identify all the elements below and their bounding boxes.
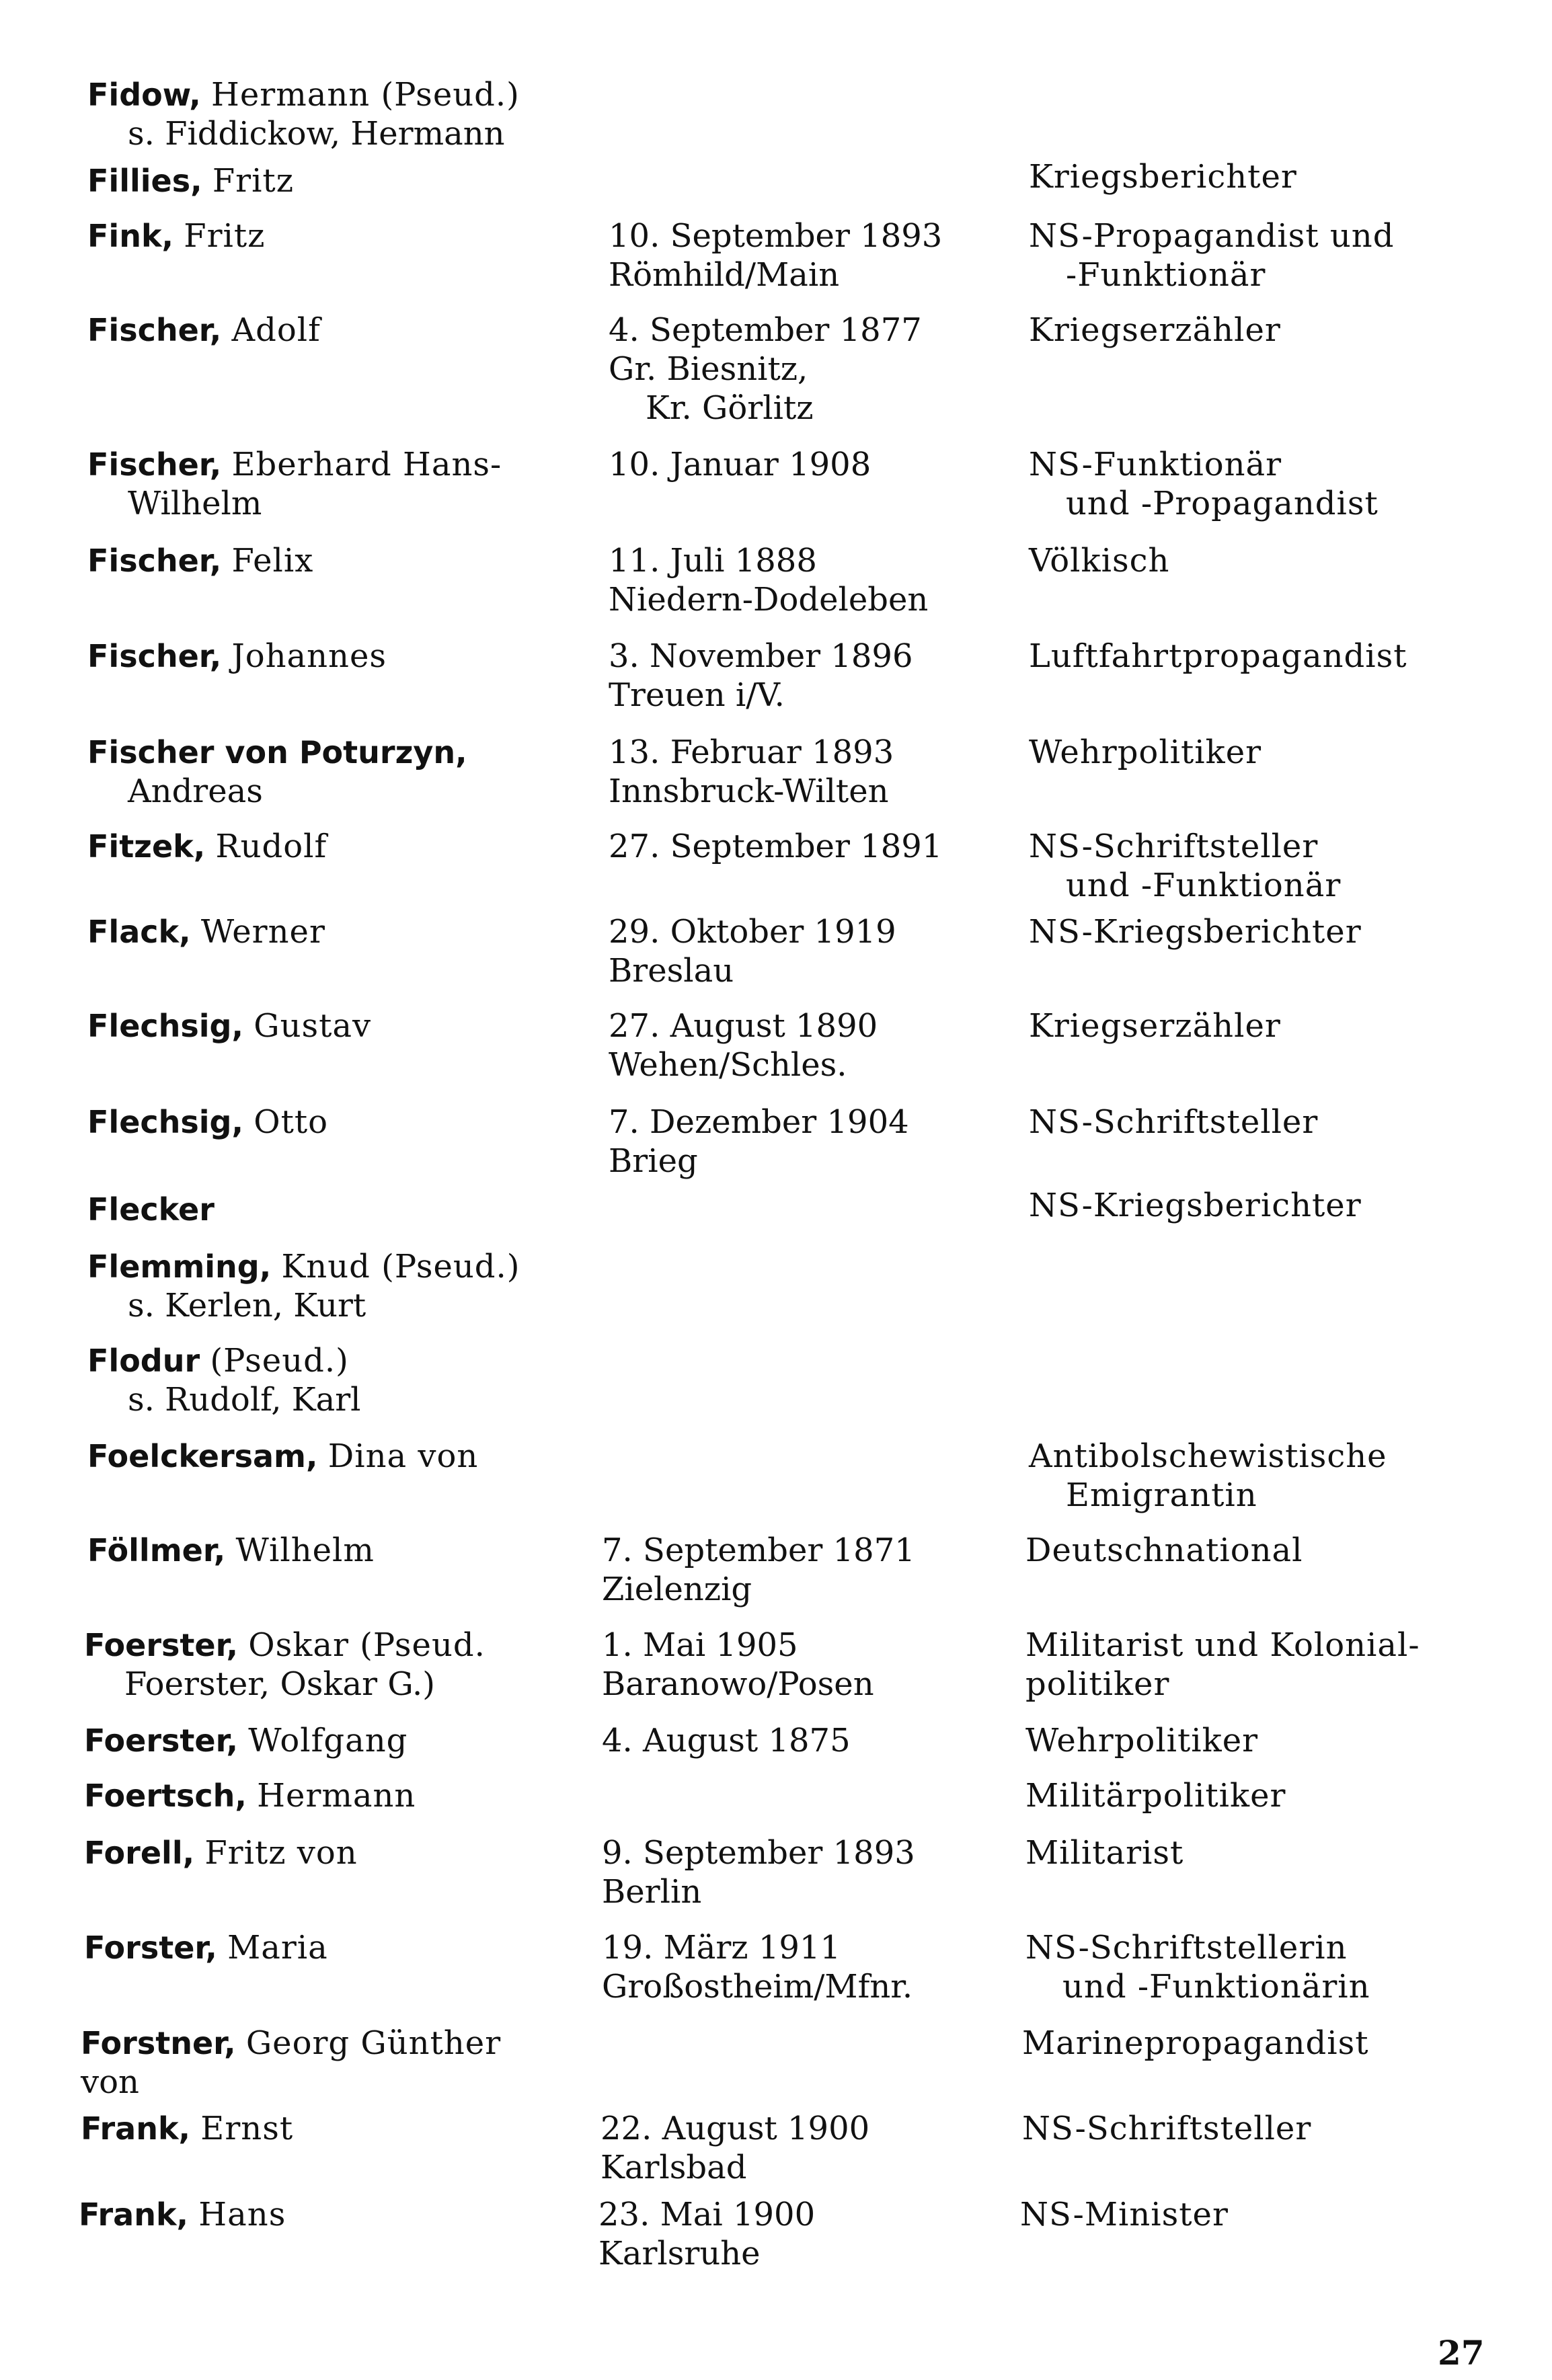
entry-surname: Fischer, — [87, 543, 222, 579]
entry-role — [1022, 2024, 1533, 2063]
entry-given-name: Wilhelm — [235, 1532, 375, 1569]
entry-surname: Fischer, — [87, 446, 222, 483]
entry-surname: Forstner, — [81, 2025, 236, 2061]
entry-birth — [602, 1721, 1005, 1760]
entry-birth — [600, 2109, 1004, 2187]
entry-name — [87, 733, 598, 811]
entry-role-text: Luftfahrtpropagandist — [1029, 637, 1407, 675]
entry-surname: Föllmer, — [87, 1532, 226, 1569]
entry-birth-place: Niedern-Dodeleben — [609, 581, 929, 619]
entry-role-continuation: -Funktionär — [1066, 256, 1266, 294]
entry-given-name: Fritz von — [204, 1834, 358, 1872]
entry-birth-date: 7. Dezember 1904 — [609, 1103, 909, 1141]
entry-birth-place: Wehen/Schles. — [609, 1046, 847, 1084]
entry-role-continuation: und -Propagandist — [1066, 485, 1379, 522]
entry-birth-place: Berlin — [602, 1873, 702, 1911]
entry-name — [87, 161, 598, 200]
entry-role — [1029, 912, 1540, 951]
entry-surname: Foertsch, — [84, 1778, 247, 1814]
entry-role-text: NS-Schriftsteller — [1029, 828, 1319, 865]
entry-role-text: NS-Funktionär — [1029, 446, 1282, 483]
entry-name — [87, 75, 598, 153]
entry-birth-place: Innsbruck-Wilten — [609, 772, 889, 810]
entry-name — [79, 2195, 590, 2234]
entry-name-continuation: Andreas — [128, 772, 263, 810]
entry-birth-place: Brieg — [609, 1142, 698, 1180]
entry-role-text: Völkisch — [1029, 542, 1170, 580]
entry-name — [81, 2024, 592, 2102]
entry-given-name: Ernst — [200, 2110, 294, 2147]
entry-birth-date: 10. September 1893 — [609, 217, 943, 255]
entry-name — [81, 2109, 592, 2148]
entry-name — [87, 637, 598, 676]
entry-given-name: Hans — [198, 2196, 286, 2233]
entry-birth-date: 4. September 1877 — [609, 311, 922, 349]
entry-role — [1025, 1626, 1537, 1704]
entry-surname: Fillies, — [87, 163, 202, 199]
entry-name — [87, 1103, 598, 1142]
entry-name — [87, 445, 598, 523]
entry-role-text: Antibolschewistische — [1029, 1437, 1387, 1475]
entry-birth — [609, 216, 1012, 294]
entry-name — [87, 1006, 598, 1045]
entry-birth-place-continuation: Kr. Görlitz — [646, 389, 814, 427]
entry-birth — [602, 1833, 1005, 1911]
entry-given-name: Georg Günther — [245, 2024, 502, 2062]
entry-name-continuation: von — [81, 2063, 139, 2101]
entry-role-text: NS-Propagandist und — [1029, 217, 1395, 255]
entry-role — [1029, 1186, 1540, 1225]
entry-role-continuation: und -Funktionärin — [1062, 1968, 1370, 2006]
entry-surname: Flemming, — [87, 1248, 272, 1285]
entry-birth-place: Breslau — [609, 952, 734, 990]
entry-role-text: NS-Kriegsberichter — [1029, 913, 1362, 951]
entry-given-name: Otto — [254, 1103, 329, 1141]
entry-surname: Fink, — [87, 218, 174, 254]
entry-surname: Flechsig, — [87, 1104, 243, 1140]
entry-name — [84, 1626, 595, 1704]
entry-given-name: (Pseud.) — [210, 1342, 349, 1380]
entry-birth-date: 9. September 1893 — [602, 1834, 915, 1872]
entry-given-name: Maria — [227, 1929, 328, 1967]
entry-role — [1029, 157, 1540, 196]
entry-role — [1029, 637, 1540, 676]
entry-given-name: Gustav — [254, 1007, 372, 1045]
entry-birth-date: 7. September 1871 — [602, 1532, 915, 1569]
entry-surname: Flecker — [87, 1191, 215, 1228]
entry-surname: Flodur — [87, 1343, 200, 1379]
entry-birth-date: 22. August 1900 — [600, 2110, 870, 2147]
entry-role — [1025, 1531, 1537, 1570]
entry-role-text: NS-Schriftstellerin — [1025, 1929, 1348, 1967]
entry-surname: Frank, — [81, 2110, 191, 2147]
entry-surname: Fitzek, — [87, 828, 206, 865]
entry-role-text: Wehrpolitiker — [1029, 733, 1262, 771]
entry-role — [1029, 311, 1540, 350]
entry-given-name: Dina von — [327, 1437, 479, 1475]
entry-role — [1029, 216, 1540, 294]
entry-birth-place: Gr. Biesnitz, — [609, 350, 808, 388]
entry-role-text: NS-Kriegsberichter — [1029, 1187, 1362, 1224]
entry-given-name: Wolfgang — [248, 1722, 408, 1759]
entry-given-name: Knud (Pseud.) — [281, 1248, 520, 1285]
entry-birth-place: Karlsbad — [600, 2149, 747, 2186]
entry-role — [1020, 2195, 1531, 2234]
entry-role — [1025, 1833, 1537, 1872]
entry-surname: Fidow, — [87, 77, 201, 113]
entry-role — [1029, 827, 1540, 905]
page-number: 27 — [1438, 2333, 1485, 2373]
entry-birth-date: 4. August 1875 — [602, 1722, 851, 1759]
entry-surname: Flack, — [87, 914, 191, 950]
entry-role — [1025, 1928, 1537, 2006]
entry-name — [87, 827, 598, 866]
entry-birth-place: Römhild/Main — [609, 256, 840, 294]
entry-birth — [609, 733, 1012, 811]
entry-surname: Fischer, — [87, 312, 222, 348]
entry-name-continuation: s. Fiddickow, Hermann — [128, 115, 505, 153]
entry-birth-date: 19. März 1911 — [602, 1929, 841, 1967]
entry-name — [87, 1247, 598, 1325]
entry-birth — [609, 637, 1012, 715]
entry-role — [1029, 733, 1540, 772]
entry-given-name: Werner — [200, 913, 325, 951]
entry-surname: Frank, — [79, 2196, 189, 2233]
entry-role-text: Kriegserzähler — [1029, 1007, 1281, 1045]
entry-birth — [609, 827, 1012, 866]
entry-birth-date: 3. November 1896 — [609, 637, 913, 675]
entry-role-text: Wehrpolitiker — [1025, 1722, 1259, 1759]
entry-birth-date: 11. Juli 1888 — [609, 542, 817, 580]
entry-birth-date: 13. Februar 1893 — [609, 733, 894, 771]
entry-name — [87, 541, 598, 580]
entry-surname: Fischer, — [87, 638, 222, 674]
entry-birth — [602, 1928, 1005, 2006]
entry-given-name: Johannes — [231, 637, 387, 675]
entry-name — [87, 1341, 598, 1419]
entry-surname: Foelckersam, — [87, 1438, 318, 1474]
entry-role — [1029, 445, 1540, 523]
entry-birth — [598, 2195, 1002, 2273]
entry-surname: Foerster, — [84, 1722, 239, 1759]
entry-role — [1029, 1006, 1540, 1045]
entry-birth — [609, 445, 1012, 484]
entry-birth-place: Zielenzig — [602, 1571, 752, 1608]
entry-name-continuation: Wilhelm — [128, 485, 262, 522]
entry-given-name: Eberhard Hans- — [231, 446, 502, 483]
entry-surname: Fischer von Poturzyn, — [87, 734, 467, 770]
entry-birth-date: 29. Oktober 1919 — [609, 913, 896, 951]
entry-birth — [609, 912, 1012, 990]
entry-role-text: NS-Minister — [1020, 2196, 1229, 2233]
entry-role-text: NS-Schriftsteller — [1029, 1103, 1319, 1141]
entry-role-text: Marinepropagandist — [1022, 2024, 1369, 2062]
entry-name — [87, 912, 598, 951]
entry-birth-date: 10. Januar 1908 — [609, 446, 871, 483]
entry-birth — [609, 1006, 1012, 1084]
entry-birth — [609, 1103, 1012, 1181]
entry-name — [84, 1776, 595, 1815]
entry-given-name: Fritz — [212, 162, 294, 200]
entry-birth-place: Treuen i/V. — [609, 676, 785, 714]
entry-name — [84, 1928, 595, 1967]
entry-birth — [602, 1626, 1005, 1704]
entry-surname: Forell, — [84, 1835, 195, 1871]
entry-birth-place: Großostheim/Mfnr. — [602, 1968, 913, 2006]
entry-role — [1025, 1721, 1537, 1760]
entry-role-text: Militarist und Kolonial- — [1025, 1626, 1420, 1664]
entry-birth — [602, 1531, 1005, 1609]
entry-name-continuation: s. Rudolf, Karl — [128, 1381, 361, 1419]
entry-given-name: Rudolf — [215, 828, 327, 865]
entry-role — [1022, 2109, 1533, 2148]
entry-role-text: Deutschnational — [1025, 1532, 1303, 1569]
entry-birth — [609, 541, 1012, 619]
entry-birth-place: Baranowo/Posen — [602, 1665, 874, 1703]
entry-birth-date: 27. August 1890 — [609, 1007, 878, 1045]
entry-role — [1029, 1103, 1540, 1142]
entry-role-continuation: politiker — [1025, 1665, 1170, 1703]
entry-name — [87, 311, 598, 350]
entry-name-continuation: Foerster, Oskar G.) — [124, 1665, 435, 1703]
entry-given-name: Adolf — [231, 311, 321, 349]
entry-given-name: Felix — [231, 542, 314, 580]
entry-role — [1025, 1776, 1537, 1815]
entry-role-text: Militarist — [1025, 1834, 1184, 1872]
entry-role — [1029, 541, 1540, 580]
entry-name — [87, 1531, 598, 1570]
entry-name — [87, 1437, 598, 1476]
entry-role-text: Militärpolitiker — [1025, 1777, 1286, 1815]
entry-role-text: NS-Schriftsteller — [1022, 2110, 1312, 2147]
entry-name — [87, 1190, 598, 1229]
entry-given-name: Fritz — [184, 217, 266, 255]
entry-role — [1029, 1437, 1540, 1515]
entry-role-text: Kriegsberichter — [1029, 158, 1297, 196]
entry-given-name: Hermann (Pseud.) — [211, 76, 520, 114]
entry-birth-date: 23. Mai 1900 — [598, 2196, 816, 2233]
entry-surname: Forster, — [84, 1930, 217, 1966]
entry-given-name: Oskar (Pseud. — [248, 1626, 486, 1664]
entry-birth-place: Karlsruhe — [598, 2235, 761, 2272]
entry-surname: Flechsig, — [87, 1008, 243, 1044]
entry-given-name: Hermann — [257, 1777, 416, 1815]
entry-name — [84, 1721, 595, 1760]
entry-role-continuation: und -Funktionär — [1066, 867, 1342, 904]
entry-birth — [609, 311, 1012, 428]
entry-name — [84, 1833, 595, 1872]
entry-role-continuation: Emigrantin — [1066, 1476, 1257, 1514]
entry-surname: Foerster, — [84, 1627, 239, 1663]
entry-role-text: Kriegserzähler — [1029, 311, 1281, 349]
entry-birth-date: 27. September 1891 — [609, 828, 943, 865]
entry-birth-date: 1. Mai 1905 — [602, 1626, 798, 1664]
entry-name — [87, 216, 598, 255]
entry-name-continuation: s. Kerlen, Kurt — [128, 1287, 366, 1324]
